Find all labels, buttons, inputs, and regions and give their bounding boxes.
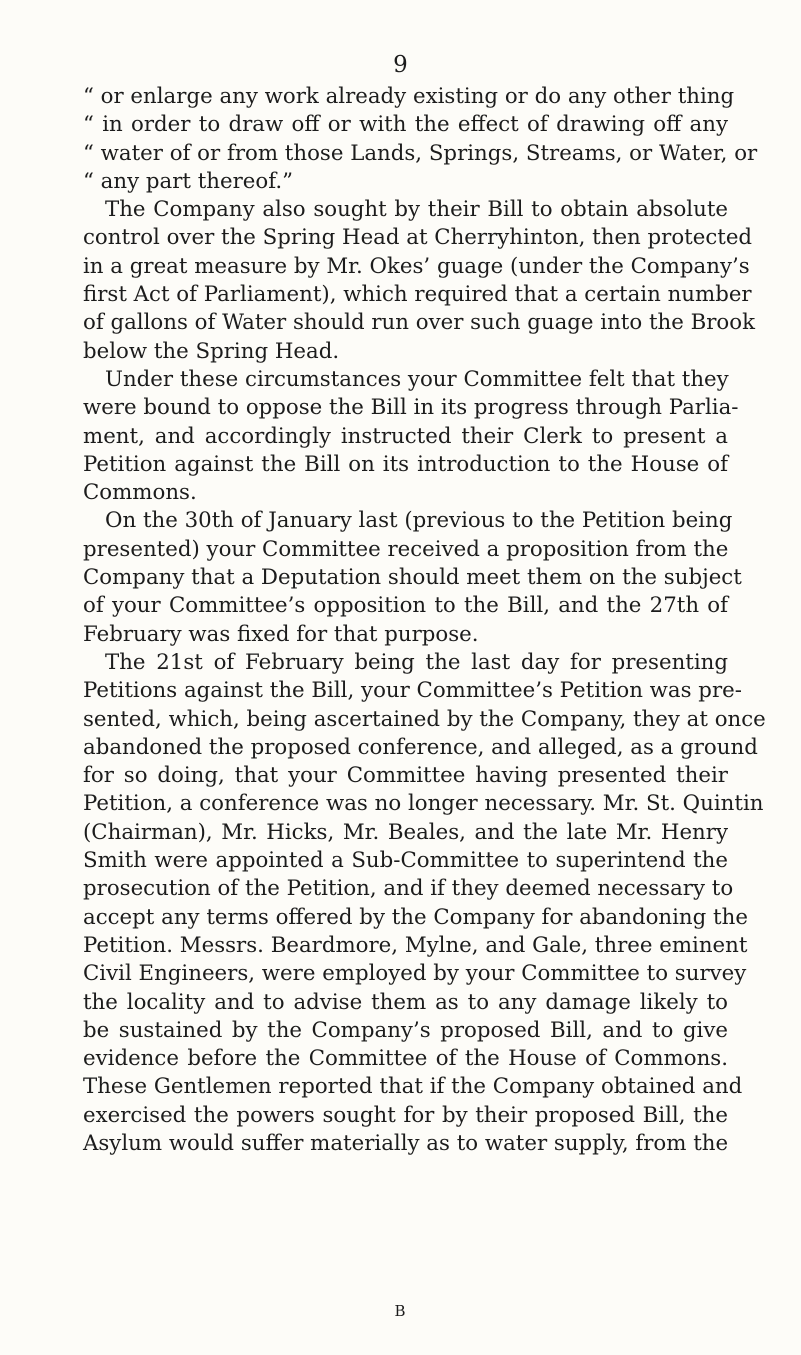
text-line: control over the Spring Head at Cherryhinton, then protected bbox=[83, 225, 753, 251]
paragraph-start-line: Under these circumstances your Committee felt that they bbox=[105, 366, 729, 392]
text-line: Petition, a conference was no longer necessary. Mr. St. Quintin bbox=[83, 791, 764, 817]
signature-mark: B bbox=[394, 1302, 407, 1320]
text-line: ment, and accordingly instructed their Clerk to present a bbox=[83, 423, 728, 449]
text-line: presented) your Committee received a proposition from the bbox=[83, 536, 729, 562]
text-line: of gallons of Water should run over such guage into the Brook bbox=[83, 310, 755, 336]
paragraph-start-line: The Company also sought by their Bill to obtain absolute bbox=[105, 197, 728, 223]
text-line: Petition. Messrs. Beardmore, Mylne, and Gale, three eminent bbox=[83, 932, 748, 958]
text-line: “ in order to draw off or with the effect of drawing off any bbox=[83, 112, 728, 138]
text-line: exercised the powers sought for by their proposed Bill, the bbox=[83, 1102, 728, 1128]
text-line: (Chairman), Mr. Hicks, Mr. Beales, and the late Mr. Henry bbox=[83, 819, 728, 845]
text-line: first Act of Parliament), which required that a certain number bbox=[83, 282, 752, 308]
body-text bbox=[83, 83, 766, 1158]
text-line: accept any terms offered by the Company for abandoning the bbox=[83, 904, 748, 930]
text-line: were bound to oppose the Bill in its progress through Parlia- bbox=[83, 395, 739, 421]
text-line: Smith were appointed a Sub-Committee to superintend the bbox=[83, 848, 728, 874]
paragraph-start-line: On the 30th of January last (previous to the Petition being bbox=[105, 508, 733, 534]
text-line: be sustained by the Company’s proposed Bill, and to give bbox=[83, 1017, 728, 1043]
text-line: in a great measure by Mr. Okes’ guage (under the Company’s bbox=[83, 253, 750, 279]
text-line: These Gentlemen reported that if the Company obtained and bbox=[83, 1074, 743, 1100]
text-line: Petition against the Bill on its introduction to the House of bbox=[83, 451, 728, 477]
text-line: evidence before the Committee of the House of Commons. bbox=[83, 1046, 728, 1072]
text-line: “ or enlarge any work already existing or do any other thing bbox=[83, 84, 735, 109]
text-line: for so doing, that your Committee having presented their bbox=[83, 763, 728, 789]
text-line: Petitions against the Bill, your Committee’s Petition was pre- bbox=[83, 678, 742, 704]
text-line: February was fixed for that purpose. bbox=[83, 621, 479, 647]
text-line: prosecution of the Petition, and if they deemed necessary to bbox=[83, 876, 734, 902]
text-line: abandoned the proposed conference, and alleged, as a ground bbox=[83, 734, 758, 760]
text-line: of your Committee’s opposition to the Bill, and the 27th of bbox=[83, 593, 728, 619]
text-line: Commons. bbox=[83, 480, 197, 506]
text-line: “ water of or from those Lands, Springs, Streams, or Water, or bbox=[83, 140, 758, 166]
text-line: “ any part thereof.” bbox=[83, 168, 293, 194]
text-line: Company that a Deputation should meet them on the subject bbox=[83, 565, 742, 591]
paragraph-start-line: The 21st of February being the last day for presenting bbox=[105, 649, 728, 675]
page-number: 9 bbox=[393, 52, 408, 78]
text-line: below the Spring Head. bbox=[83, 338, 340, 364]
text-line: Asylum would suffer materially as to water supply, from the bbox=[83, 1130, 729, 1156]
text-line: sented, which, being ascertained by the Company, they at once bbox=[83, 706, 766, 732]
text-line: Civil Engineers, were employed by your Committee to survey bbox=[83, 961, 747, 987]
text-line: the locality and to advise them as to any damage likely to bbox=[83, 989, 728, 1015]
